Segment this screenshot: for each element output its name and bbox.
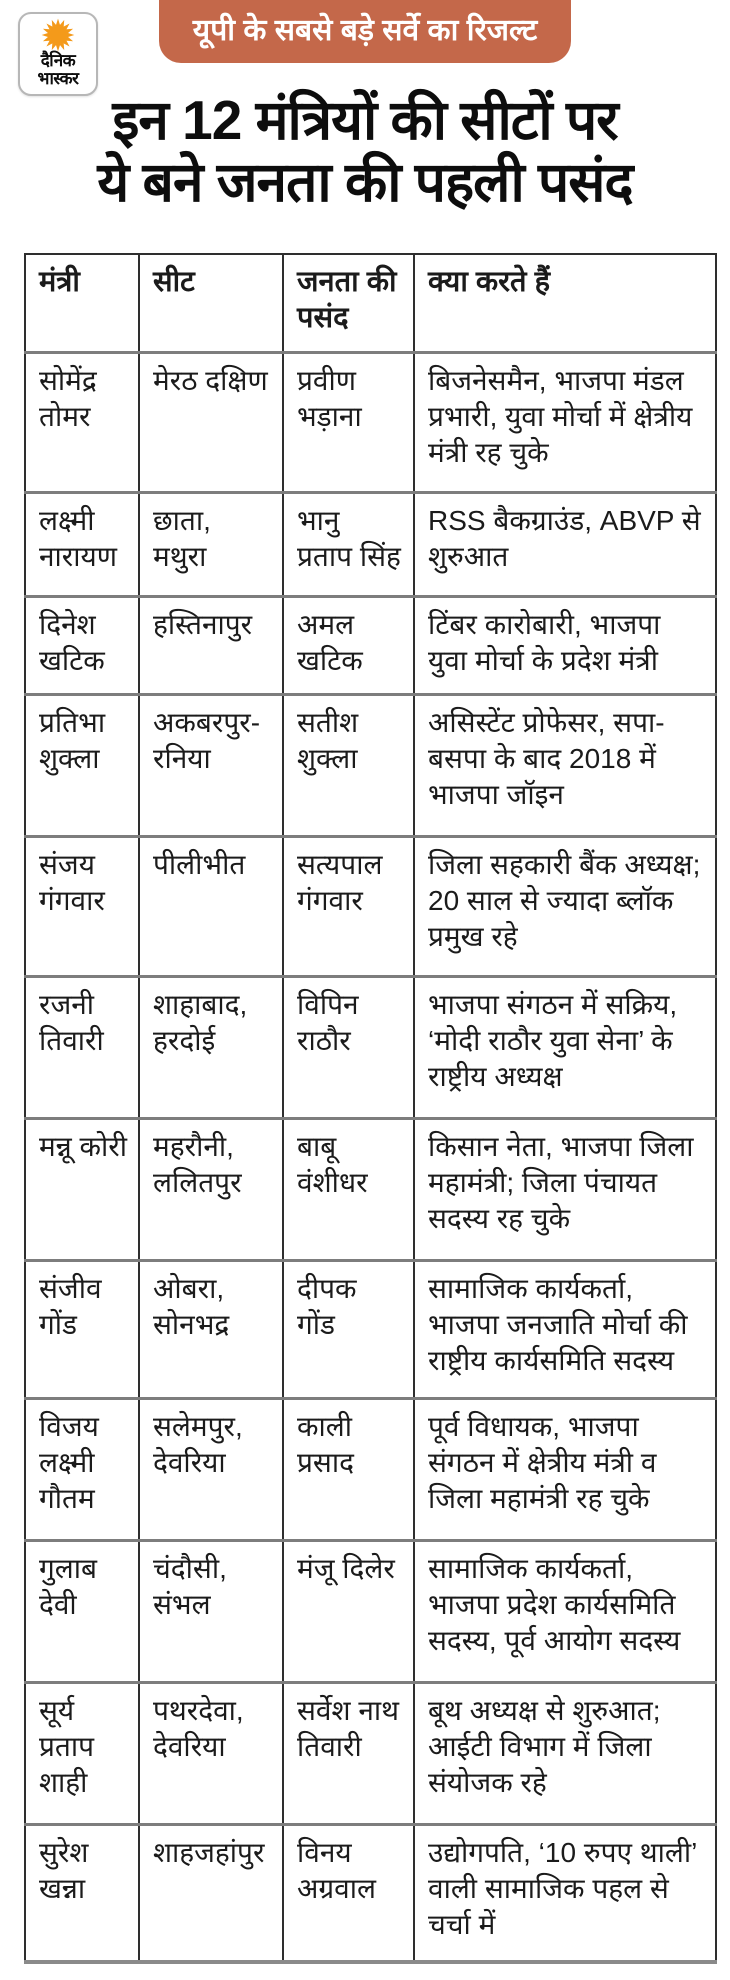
page-title	[0, 89, 730, 213]
table-row	[25, 1682, 716, 1824]
cell-public-choice: सत्यपाल गंगवार	[283, 836, 414, 976]
cell-profession: बूथ अध्यक्ष से शुरुआत; आईटी विभाग में जिला संयोजक रहे	[414, 1682, 716, 1824]
cell-profession: उद्योगपति, ‘10 रुपए थाली’ वाली सामाजिक पहल से चर्चा में	[414, 1824, 716, 1962]
cell-profession: जिला सहकारी बैंक अध्यक्ष; 20 साल से ज्यादा ब्लॉक प्रमुख रहे	[414, 836, 716, 976]
header-badge-text: यूपी के सबसे बड़े सर्वे का रिजल्ट	[192, 14, 538, 47]
cell-seat: छाता, मथुरा	[139, 492, 283, 596]
table-row	[25, 694, 716, 836]
cell-public-choice: प्रवीण भड़ाना	[283, 352, 414, 492]
ministers-table	[24, 253, 717, 1964]
page-title-line2: ये बने जनता की पहली पसंद	[97, 151, 633, 213]
cell-minister: रजनी तिवारी	[25, 976, 139, 1118]
cell-seat: सलेमपुर, देवरिया	[139, 1398, 283, 1540]
header-profession: क्या करते हैं	[414, 254, 716, 352]
cell-public-choice: बाबू वंशीधर	[283, 1118, 414, 1260]
cell-minister: दिनेश खटिक	[25, 596, 139, 694]
cell-public-choice: अमल खटिक	[283, 596, 414, 694]
cell-profession: किसान नेता, भाजपा जिला महामंत्री; जिला पंचायत सदस्य रह चुके	[414, 1118, 716, 1260]
cell-profession: भाजपा संगठन में सक्रिय, ‘मोदी राठौर युवा सेना’ के राष्ट्रीय अध्यक्ष	[414, 976, 716, 1118]
cell-profession: बिजनेसमैन, भाजपा मंडल प्रभारी, युवा मोर्चा में क्षेत्रीय मंत्री रह चुके	[414, 352, 716, 492]
cell-profession: टिंबर कारोबारी, भाजपा युवा मोर्चा के प्रदेश मंत्री	[414, 596, 716, 694]
cell-seat: हस्तिनापुर	[139, 596, 283, 694]
cell-public-choice: विनय अग्रवाल	[283, 1824, 414, 1962]
cell-minister: सूर्य प्रताप शाही	[25, 1682, 139, 1824]
header-public-choice: जनता की पसंद	[283, 254, 414, 352]
table-row	[25, 836, 716, 976]
table-row	[25, 596, 716, 694]
cell-minister: संजय गंगवार	[25, 836, 139, 976]
table-row	[25, 976, 716, 1118]
table-row	[25, 1540, 716, 1682]
cell-seat: महरौनी, ललितपुर	[139, 1118, 283, 1260]
cell-profession: RSS बैकग्राउंड, ABVP से शुरुआत	[414, 492, 716, 596]
cell-minister: मन्नू कोरी	[25, 1118, 139, 1260]
cell-public-choice: मंजू दिलेर	[283, 1540, 414, 1682]
cell-public-choice: दीपक गोंड	[283, 1260, 414, 1398]
cell-minister: प्रतिभा शुक्ला	[25, 694, 139, 836]
cell-public-choice: सर्वेश नाथ तिवारी	[283, 1682, 414, 1824]
cell-seat: शाहजहांपुर	[139, 1824, 283, 1962]
dainik-bhaskar-logo	[18, 12, 98, 96]
table-row	[25, 1260, 716, 1398]
cell-seat: पथरदेवा, देवरिया	[139, 1682, 283, 1824]
cell-seat: ओबरा, सोनभद्र	[139, 1260, 283, 1398]
cell-public-choice: काली प्रसाद	[283, 1398, 414, 1540]
cell-profession: सामाजिक कार्यकर्ता, भाजपा जनजाति मोर्चा की राष्ट्रीय कार्यसमिति सदस्य	[414, 1260, 716, 1398]
cell-minister: संजीव गोंड	[25, 1260, 139, 1398]
header-badge	[159, 0, 571, 63]
table-row	[25, 1824, 716, 1962]
cell-profession: असिस्टेंट प्रोफेसर, सपा-बसपा के बाद 2018 में भाजपा जॉइन	[414, 694, 716, 836]
table-row	[25, 1118, 716, 1260]
table-row	[25, 492, 716, 596]
cell-seat: मेरठ दक्षिण	[139, 352, 283, 492]
page-title-line1: इन 12 मंत्रियों की सीटों पर	[112, 89, 618, 151]
logo-name-line2: भास्कर	[37, 69, 79, 89]
table-header-row	[25, 254, 716, 352]
cell-public-choice: सतीश शुक्ला	[283, 694, 414, 836]
cell-minister: विजय लक्ष्मी गौतम	[25, 1398, 139, 1540]
cell-public-choice: भानु प्रताप सिंह	[283, 492, 414, 596]
cell-public-choice: विपिन राठौर	[283, 976, 414, 1118]
cell-profession: सामाजिक कार्यकर्ता, भाजपा प्रदेश कार्यसमिति सदस्य, पूर्व आयोग सदस्य	[414, 1540, 716, 1682]
table-row	[25, 1398, 716, 1540]
logo-name	[38, 52, 79, 89]
table-row	[25, 352, 716, 492]
cell-seat: चंदौसी, संभल	[139, 1540, 283, 1682]
cell-seat: शाहाबाद, हरदोई	[139, 976, 283, 1118]
cell-seat: अकबरपुर-रनिया	[139, 694, 283, 836]
cell-minister: सोमेंद्र तोमर	[25, 352, 139, 492]
cell-minister: लक्ष्मी नारायण	[25, 492, 139, 596]
cell-seat: पीलीभीत	[139, 836, 283, 976]
sun-icon	[41, 18, 75, 52]
header-minister: मंत्री	[25, 254, 139, 352]
cell-profession: पूर्व विधायक, भाजपा संगठन में क्षेत्रीय मंत्री व जिला महामंत्री रह चुके	[414, 1398, 716, 1540]
cell-minister: गुलाब देवी	[25, 1540, 139, 1682]
header-seat: सीट	[139, 254, 283, 352]
ministers-table-wrap	[24, 253, 715, 1964]
cell-minister: सुरेश खन्ना	[25, 1824, 139, 1962]
logo-name-line1: दैनिक	[40, 51, 76, 70]
